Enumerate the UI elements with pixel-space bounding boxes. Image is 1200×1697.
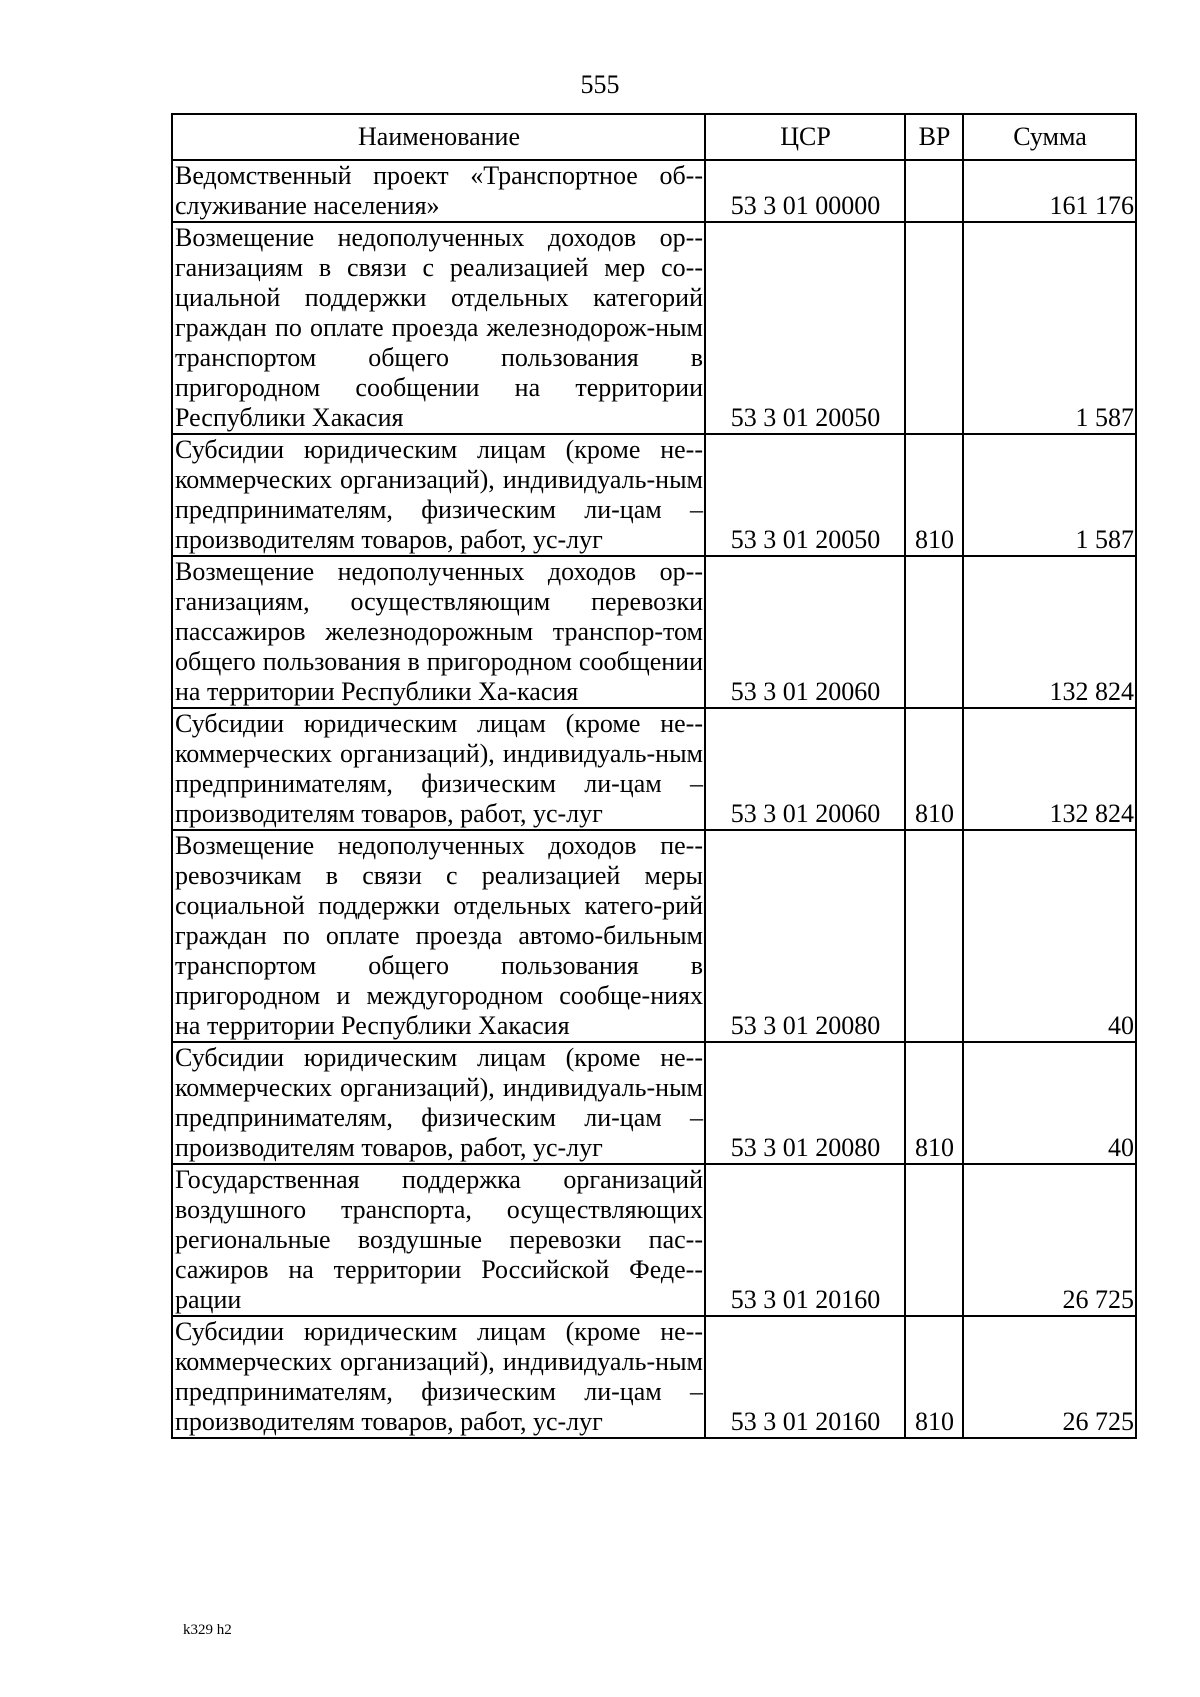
row-name-cell: Возмещение недополученных доходов ор-ганизациям, осуществляющим перевозки пассажиров железнодорожным транспор-том общего пользования в пригородном сообщении на территории Республики Ха-касия (172, 556, 705, 708)
row-csr-cell: 53 3 01 20060 (705, 556, 905, 708)
table-row (172, 1042, 1136, 1164)
header-csr: ЦСР (705, 114, 905, 160)
row-name-cell: Субсидии юридическим лицам (кроме не-коммерческих организаций), индивидуаль-ным предпринимателям, физическим ли-цам – производителям товаров, работ, ус-луг (172, 1316, 705, 1438)
row-csr-cell: 53 3 01 20050 (705, 222, 905, 434)
table-row (172, 1164, 1136, 1316)
table-row (172, 1316, 1136, 1438)
row-vr-cell (905, 1164, 963, 1316)
row-vr-cell: 810 (905, 434, 963, 556)
row-name-cell: Субсидии юридическим лицам (кроме не-коммерческих организаций), индивидуаль-ным предпринимателям, физическим ли-цам – производителям товаров, работ, ус-луг (172, 1042, 705, 1164)
table-row (172, 556, 1136, 708)
table-header-row (172, 114, 1136, 160)
row-name-cell: Возмещение недополученных доходов пе-ревозчикам в связи с реализацией меры социальной поддержки отдельных катего-рий граждан по оплате проезда автомо-бильным транспортом общего пользования в пригородном и междугородном сообще-ниях на территории Республики Хакасия (172, 830, 705, 1042)
row-csr-cell: 53 3 01 20160 (705, 1316, 905, 1438)
row-name-cell: Государственная поддержка организаций воздушного транспорта, осуществляющих региональные воздушные перевозки пас-сажиров на территории Российской Феде-рации (172, 1164, 705, 1316)
table-row (172, 222, 1136, 434)
row-name-cell: Субсидии юридическим лицам (кроме не-коммерческих организаций), индивидуаль-ным предпринимателям, физическим ли-цам – производителям товаров, работ, ус-луг (172, 708, 705, 830)
table-row (172, 160, 1136, 222)
row-csr-cell: 53 3 01 20160 (705, 1164, 905, 1316)
row-name-cell: Субсидии юридическим лицам (кроме не-коммерческих организаций), индивидуаль-ным предпринимателям, физическим ли-цам – производителям товаров, работ, ус-луг (172, 434, 705, 556)
page-number: 555 (580, 70, 620, 99)
row-vr-cell: 810 (905, 1316, 963, 1438)
footer-document-code: k329 h2 (183, 1622, 232, 1638)
row-vr-cell (905, 222, 963, 434)
row-name-cell: Ведомственный проект «Транспортное об-служивание населения» (172, 160, 705, 222)
row-vr-cell (905, 160, 963, 222)
row-sum-cell: 40 (963, 830, 1136, 1042)
row-vr-cell (905, 830, 963, 1042)
row-vr-cell (905, 556, 963, 708)
row-sum-cell: 1 587 (963, 222, 1136, 434)
table-row (172, 830, 1136, 1042)
row-sum-cell: 26 725 (963, 1164, 1136, 1316)
row-csr-cell: 53 3 01 20060 (705, 708, 905, 830)
row-name-cell: Возмещение недополученных доходов ор-ганизациям в связи с реализацией мер со-циальной поддержки отдельных категорий граждан по оплате проезда железнодорож-ным транспортом общего пользования в пригородном сообщении на территории Республики Хакасия (172, 222, 705, 434)
header-sum: Сумма (963, 114, 1136, 160)
row-csr-cell: 53 3 01 20050 (705, 434, 905, 556)
row-vr-cell: 810 (905, 708, 963, 830)
table-row (172, 434, 1136, 556)
row-sum-cell: 1 587 (963, 434, 1136, 556)
row-sum-cell: 132 824 (963, 708, 1136, 830)
row-vr-cell: 810 (905, 1042, 963, 1164)
header-vr: ВР (905, 114, 963, 160)
budget-table (171, 113, 1137, 1439)
header-name: Наименование (172, 114, 705, 160)
row-sum-cell: 161 176 (963, 160, 1136, 222)
row-csr-cell: 53 3 01 20080 (705, 1042, 905, 1164)
row-csr-cell: 53 3 01 20080 (705, 830, 905, 1042)
table-row (172, 708, 1136, 830)
row-sum-cell: 26 725 (963, 1316, 1136, 1438)
row-csr-cell: 53 3 01 00000 (705, 160, 905, 222)
row-sum-cell: 40 (963, 1042, 1136, 1164)
row-sum-cell: 132 824 (963, 556, 1136, 708)
